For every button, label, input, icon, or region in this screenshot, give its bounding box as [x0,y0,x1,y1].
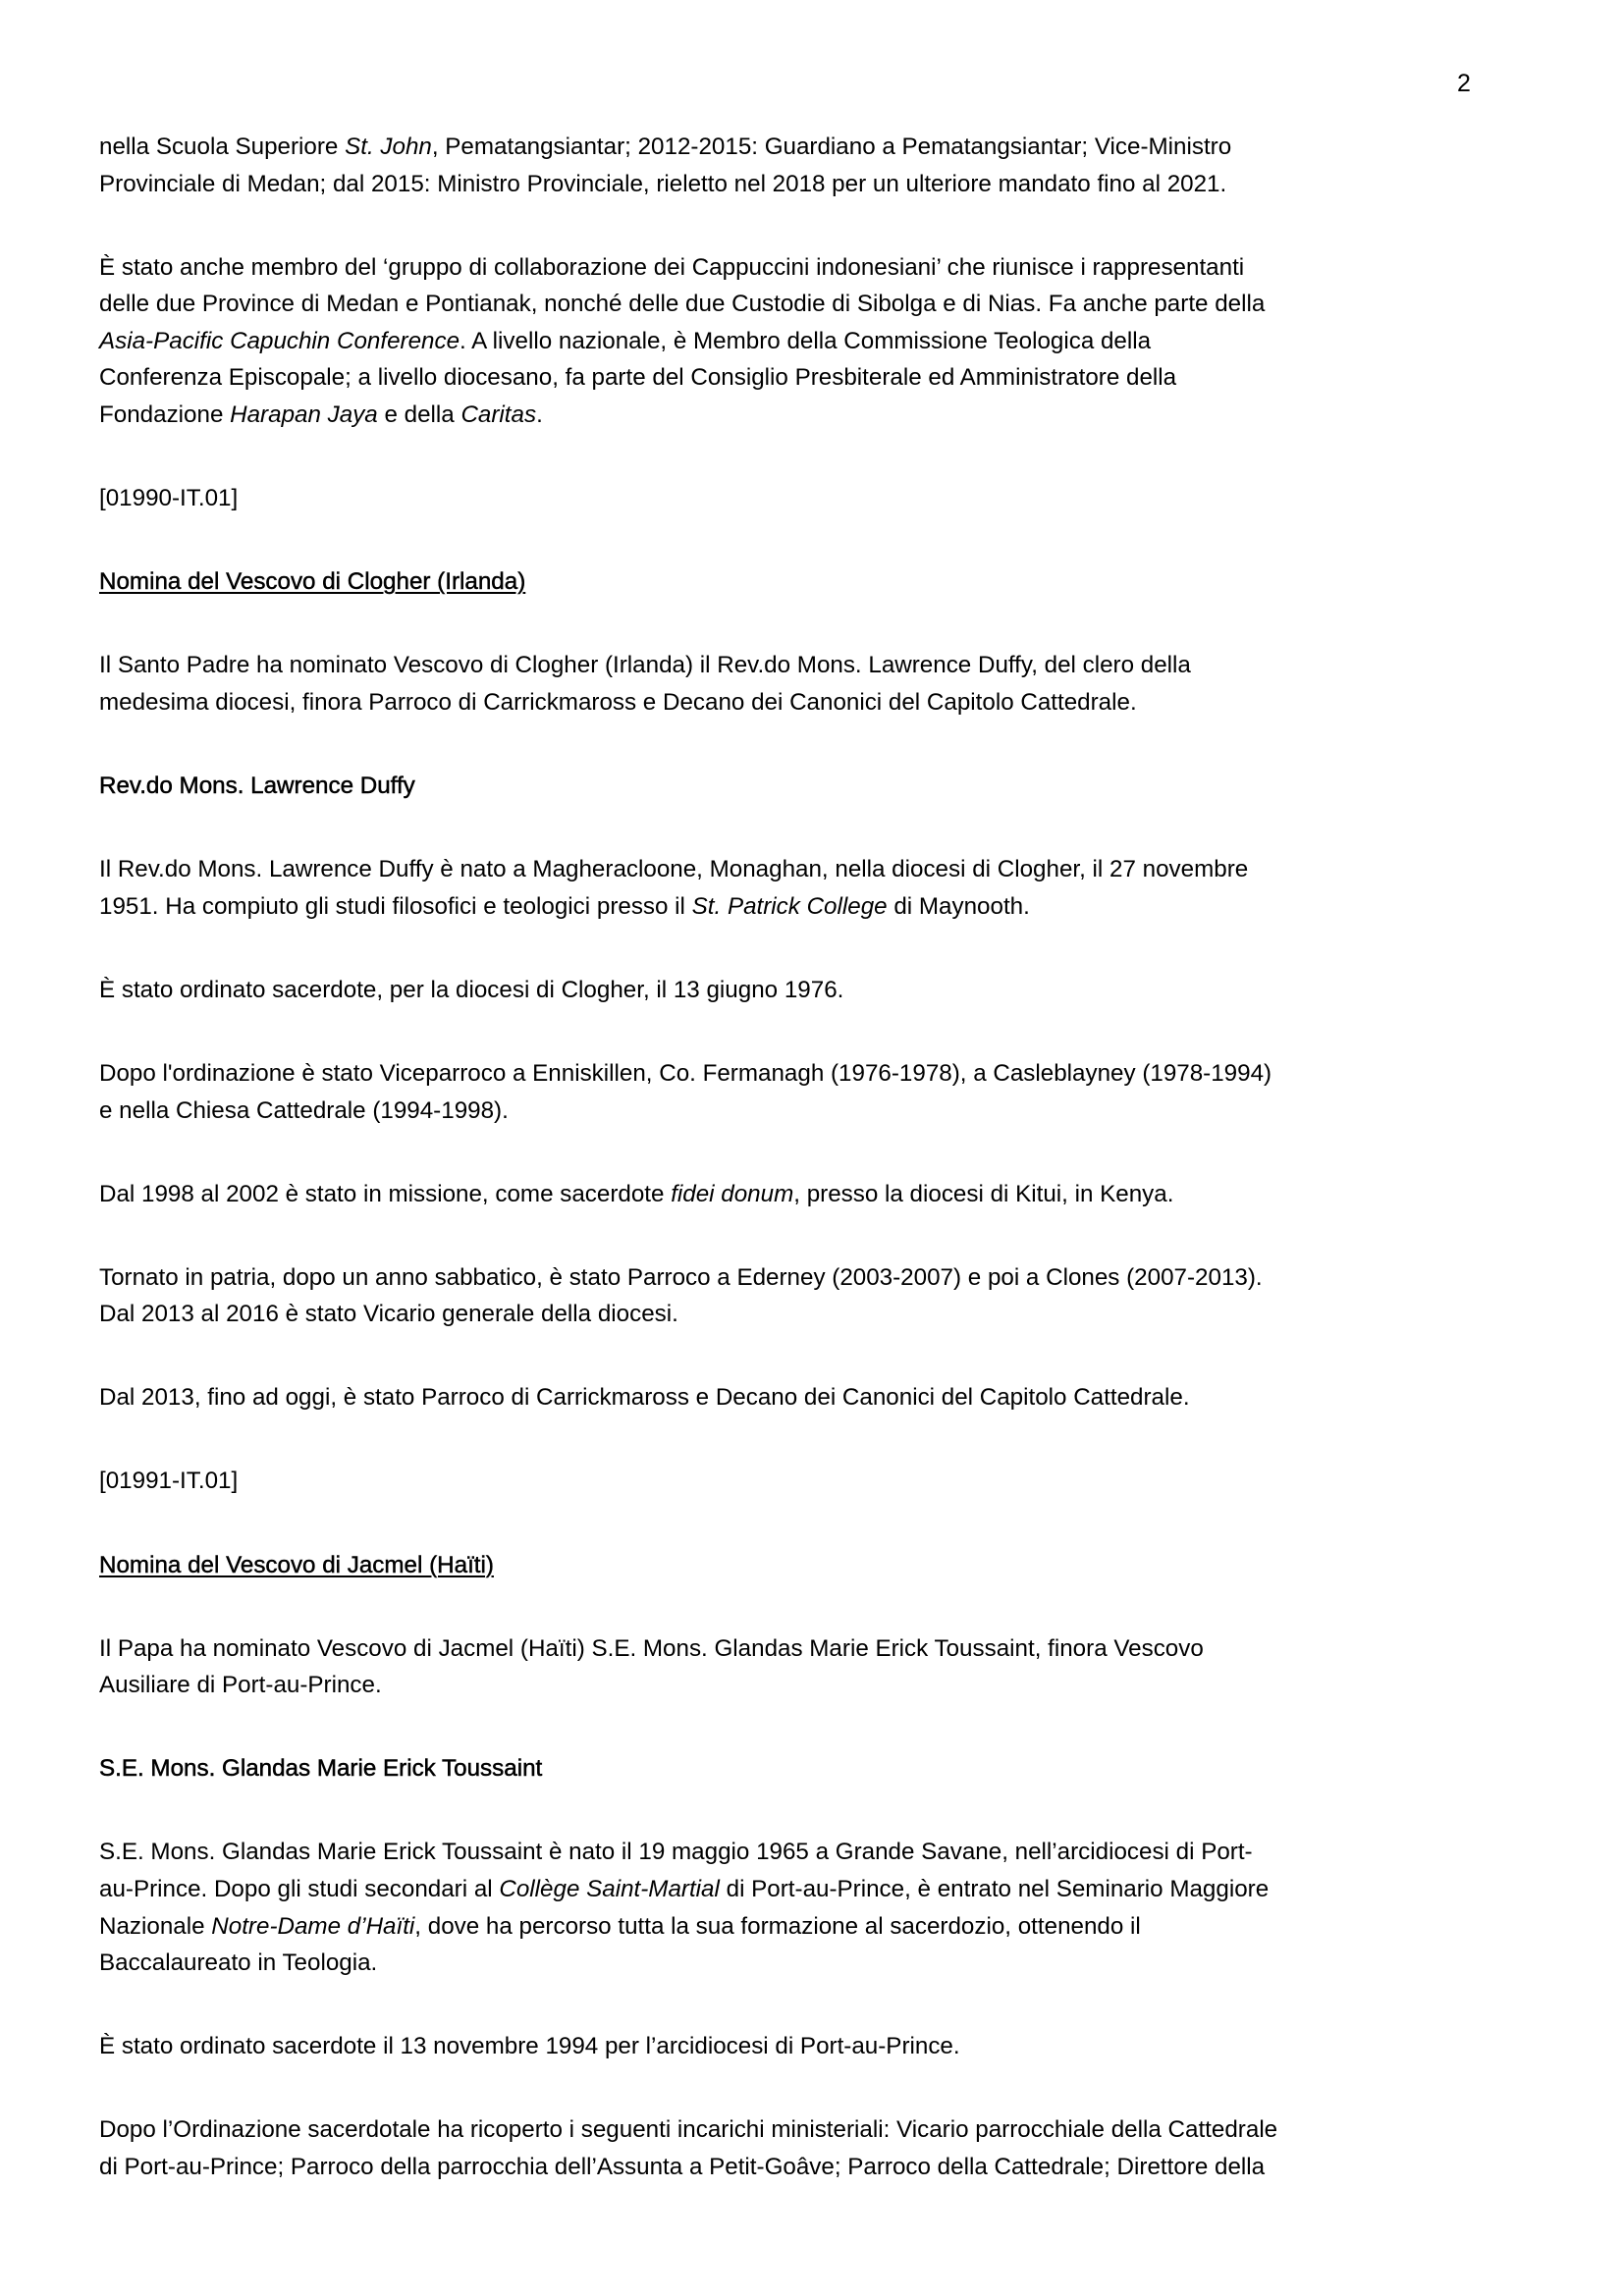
text-run: . [536,401,543,429]
text-run: Il Rev.do Mons. Lawrence Duffy è nato a Magheracloone, Monaghan, nella diocesi di Clogher, il 27 novembre [99,856,1249,883]
italic-text: Collège Saint-Martial [499,1876,720,1903]
paragraph [99,972,1533,1009]
paragraph [99,1834,1533,1981]
text-run: Fondazione [99,401,231,429]
italic-text: St. Patrick College [691,892,888,920]
text-line [99,851,1533,888]
text-run: Nomina del Vescovo di Clogher (Irlanda) [99,568,526,596]
text-line [99,249,1533,287]
paragraph [99,851,1533,925]
italic-text: Asia-Pacific Capuchin Conference [99,327,460,354]
italic-text: Notre-Dame d’Haïti [211,1912,415,1940]
text-run: Ausiliare di Port-au-Prince. [99,1672,382,1699]
text-line [99,1750,1533,1788]
text-run: di Port-au-Prince, è entrato nel Seminario Maggiore [719,1876,1270,1903]
text-run: au-Prince. Dopo gli studi secondari al [99,1876,500,1903]
text-line [99,1834,1533,1871]
text-run: , presso la diocesi di Kitui, in Kenya. [793,1180,1174,1207]
text-run: Nomina del Vescovo di Jacmel (Haïti) [99,1551,494,1578]
paragraph [99,1630,1533,1704]
text-line [99,397,1533,434]
paragraph [99,2111,1533,2185]
paragraph [99,1055,1533,1129]
text-line [99,480,1533,517]
text-line [99,1630,1533,1668]
text-run: Dopo l'ordinazione è stato Viceparroco a Enniskillen, Co. Fermanagh (1976-1978), a Casleblayney (1978-1994) [99,1059,1272,1087]
text-run: di Maynooth. [887,892,1030,920]
text-run: [01991-IT.01] [99,1468,239,1495]
text-line [99,1176,1533,1213]
paragraph [99,129,1533,202]
text-line [99,1547,1533,1584]
page-number: 2 [1457,70,1471,97]
text-run: , Pematangsiantar; 2012-2015: Guardiano a Pematangsiantar; Vice-Ministro [431,133,1232,160]
reference-code [99,480,1533,517]
text-run: Dal 1998 al 2002 è stato in missione, come sacerdote [99,1180,672,1207]
text-run: Dopo l’Ordinazione sacerdotale ha ricoperto i seguenti incarichi ministeriali: Vicario parrocchiale della Cattedrale [99,2116,1278,2144]
text-line [99,1055,1533,1093]
italic-text: St. John [345,133,432,160]
text-line [99,563,1533,601]
text-line [99,1667,1533,1704]
text-run: di Port-au-Prince; Parroco della parrocchia dell’Assunta a Petit-Goâve; Parroco della Cattedrale; Direttore della [99,2154,1266,2180]
text-line [99,1908,1533,1946]
text-run: S.E. Mons. Glandas Marie Erick Toussaint [99,1755,543,1783]
italic-text: Caritas [460,401,537,429]
text-line [99,359,1533,397]
text-line [99,1296,1533,1333]
text-run: e della [377,401,461,429]
paragraph [99,249,1533,434]
text-line [99,129,1533,166]
italic-text: Harapan Jaya [230,401,378,429]
text-line [99,888,1533,926]
text-line [99,323,1533,360]
text-line [99,1093,1533,1130]
text-run: Provinciale di Medan; dal 2015: Ministro Provinciale, rieletto nel 2018 per un ulteriore mandato fino al 2021. [99,170,1227,197]
document-body [99,129,1533,2232]
text-run: . A livello nazionale, è Membro della Commissione Teologica della [460,327,1152,354]
section-heading [99,563,1533,601]
text-run: Baccalaureato in Teologia. [99,1949,378,1977]
paragraph [99,1259,1533,1333]
text-run: Il Santo Padre ha nominato Vescovo di Clogher (Irlanda) il Rev.do Mons. Lawrence Duffy, del clero della [99,652,1191,679]
text-run: nella Scuola Superiore [99,133,346,160]
text-run: [01990-IT.01] [99,485,239,512]
text-run: 1951. Ha compiuto gli studi filosofici e teologici presso il [99,892,692,920]
text-run: medesima diocesi, finora Parroco di Carrickmaross e Decano dei Canonici del Capitolo Cattedrale. [99,688,1137,716]
text-run: Tornato in patria, dopo un anno sabbatico, è stato Parroco a Ederney (2003-2007) e poi a Clones (2007-2013). [99,1263,1263,1291]
text-line [99,1463,1533,1500]
italic-text: fidei donum [671,1180,794,1207]
text-run: Conferenza Episcopale; a livello diocesano, fa parte del Consiglio Presbiterale ed Amministratore della [99,364,1177,392]
text-line [99,2111,1533,2149]
text-run: È stato anche membro del ‘gruppo di collaborazione dei Cappuccini indonesiani’ che riunisce i rappresentanti [99,253,1245,281]
text-line [99,286,1533,323]
section-heading [99,1547,1533,1584]
text-run: Dal 2013, fino ad oggi, è stato Parroco di Carrickmaross e Decano dei Canonici del Capitolo Cattedrale. [99,1384,1190,1412]
text-run: Rev.do Mons. Lawrence Duffy [99,773,415,800]
text-line [99,768,1533,805]
text-line [99,2028,1533,2065]
text-run: È stato ordinato sacerdote il 13 novembre 1994 per l’arcidiocesi di Port-au-Prince. [99,2033,960,2060]
text-run: È stato ordinato sacerdote, per la diocesi di Clogher, il 13 giugno 1976. [99,976,844,1003]
text-run: delle due Province di Medan e Pontianak, nonché delle due Custodie di Sibolga e di Nias. Fa anche parte della [99,291,1266,318]
paragraph [99,647,1533,721]
text-line [99,166,1533,203]
text-line [99,1379,1533,1416]
text-run: Nazionale [99,1912,212,1940]
text-line [99,1871,1533,1908]
person-heading [99,1750,1533,1788]
person-heading [99,768,1533,805]
paragraph [99,1176,1533,1213]
text-line [99,1945,1533,1982]
text-line [99,647,1533,684]
text-line [99,2149,1533,2186]
text-line [99,972,1533,1009]
reference-code [99,1463,1533,1500]
paragraph [99,1379,1533,1416]
text-run: Il Papa ha nominato Vescovo di Jacmel (Haïti) S.E. Mons. Glandas Marie Erick Toussaint, finora Vescovo [99,1634,1204,1662]
paragraph [99,2028,1533,2065]
text-run: , dove ha percorso tutta la sua formazione al sacerdozio, ottenendo il [414,1912,1141,1940]
text-line [99,684,1533,721]
text-line [99,1259,1533,1297]
text-run: e nella Chiesa Cattedrale (1994-1998). [99,1096,509,1124]
text-run: Dal 2013 al 2016 è stato Vicario generale della diocesi. [99,1301,678,1328]
text-run: S.E. Mons. Glandas Marie Erick Toussaint è nato il 19 maggio 1965 a Grande Savane, nell’arcidiocesi di Port- [99,1839,1253,1866]
